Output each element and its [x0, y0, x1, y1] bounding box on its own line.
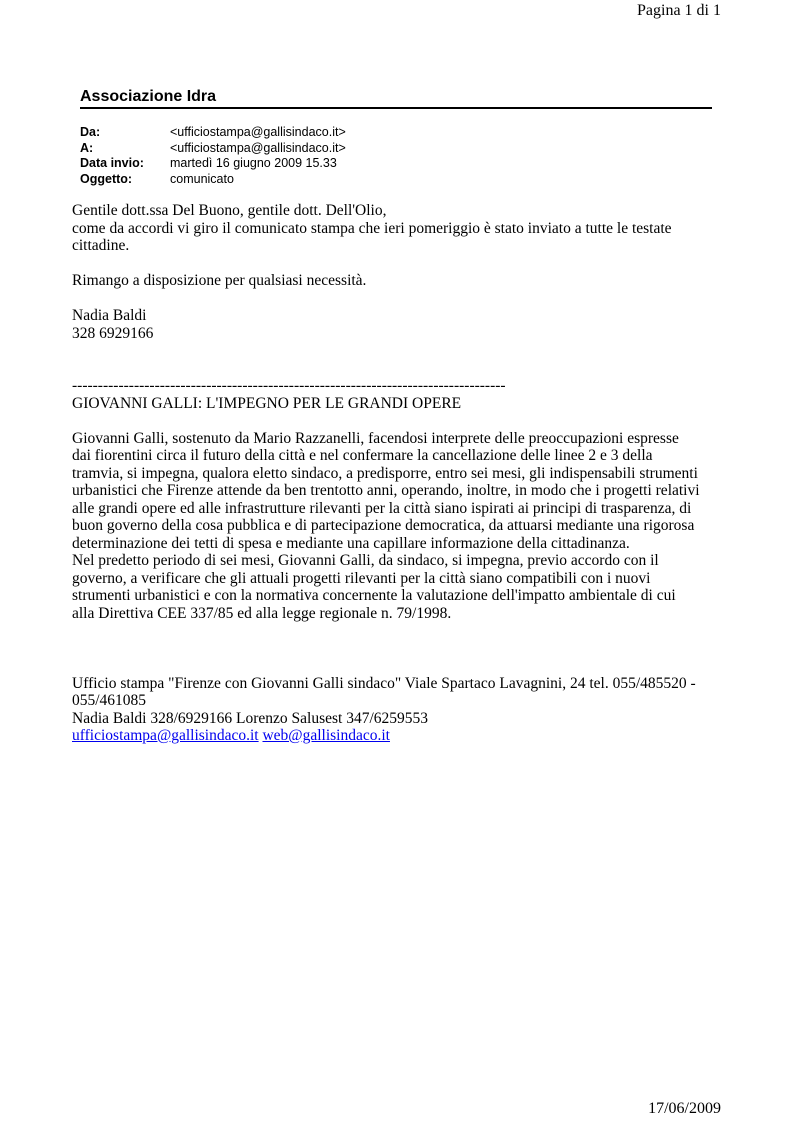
- office-email-link[interactable]: ufficiostampa@gallisindaco.it: [72, 727, 259, 744]
- header-row-date: [80, 156, 346, 172]
- press-release-heading: GIOVANNI GALLI: L'IMPEGNO PER LE GRANDI OPERE: [72, 394, 462, 412]
- availability-line: Rimango a disposizione per qualsiasi necessità.: [72, 272, 367, 289]
- signature-name: Nadia Baldi: [72, 307, 147, 324]
- press-release-text: [72, 430, 732, 623]
- date-value: martedì 16 giugno 2009 15.33: [170, 156, 337, 170]
- from-label: Da:: [80, 125, 101, 139]
- email-body: [72, 202, 732, 745]
- office-line-3: Nadia Baldi 328/6929166 Lorenzo Salusest 347/6259553: [72, 709, 429, 727]
- press-line: strumenti urbanistici e con la normativa concernente la valutazione dell'impatto ambientale di cui: [72, 587, 676, 604]
- header-row-subject: [80, 172, 346, 188]
- header-row-from: [80, 125, 346, 141]
- to-value: <ufficiostampa@gallisindaco.it>: [170, 140, 346, 155]
- signature-phone: 328 6929166: [72, 324, 154, 342]
- header-row-to: [80, 141, 346, 157]
- press-line: Nel predetto periodo di sei mesi, Giovanni Galli, da sindaco, si impegna, previo accordo con il: [72, 552, 659, 569]
- press-line: dai fiorentini circa il futuro della città e nel confermare la cancellazione delle linee 2 e 3 della: [72, 447, 653, 464]
- organization-title: Associazione Idra: [80, 87, 712, 109]
- email-header: [80, 125, 346, 187]
- intro-line-1: come da accordi vi giro il comunicato stampa che ieri pomeriggio è stato inviato a tutte le testate: [72, 219, 672, 237]
- office-links: [72, 727, 732, 745]
- greeting: Gentile dott.ssa Del Buono, gentile dott. Dell'Olio,: [72, 202, 387, 219]
- press-line: governo, a verificare che gli attuali progetti rilevanti per la città siano compatibili con i nuovi: [72, 569, 651, 587]
- office-line-1: Ufficio stampa "Firenze con Giovanni Galli sindaco" Viale Spartaco Lavagnini, 24 tel. 055/485520 -: [72, 674, 696, 692]
- press-line: buon governo della cosa pubblica e di partecipazione democratica, da attuarsi mediante una rigorosa: [72, 517, 695, 534]
- intro-line-2: cittadine.: [72, 237, 130, 254]
- separator-line: ------------------------------------------------------------------------------------: [72, 377, 506, 394]
- press-line: alle grandi opere ed alle infrastrutture rilevanti per la città siano ispirati ai principi di trasparenza, di: [72, 499, 692, 517]
- press-line: tramvia, si impegna, qualora eletto sindaco, a predisporre, entro sei mesi, gli indispensabili strumenti: [72, 464, 698, 482]
- from-value: <ufficiostampa@gallisindaco.it>: [170, 125, 346, 139]
- office-line-2: 055/461085: [72, 692, 147, 709]
- page-number: Pagina 1 di 1: [637, 2, 721, 19]
- footer-date: 17/06/2009: [648, 1100, 721, 1117]
- press-line: determinazione dei tetti di spesa e mediante una capillare informazione della cittadinanza.: [72, 534, 630, 552]
- press-line: alla Direttiva CEE 337/85 ed alla legge regionale n. 79/1998.: [72, 604, 452, 622]
- subject-label: Oggetto:: [80, 171, 133, 186]
- to-label: A:: [80, 140, 94, 155]
- press-line: Giovanni Galli, sostenuto da Mario Razzanelli, facendosi interprete delle preoccupazioni espresse: [72, 429, 679, 447]
- subject-value: comunicato: [170, 171, 234, 186]
- office-web-link[interactable]: web@gallisindaco.it: [262, 727, 390, 744]
- press-office-info: [72, 675, 732, 745]
- press-line: urbanistici che Firenze attende da ben trentotto anni, operando, inoltre, in modo che i progetti relativi: [72, 482, 700, 499]
- date-label: Data invio:: [80, 156, 144, 170]
